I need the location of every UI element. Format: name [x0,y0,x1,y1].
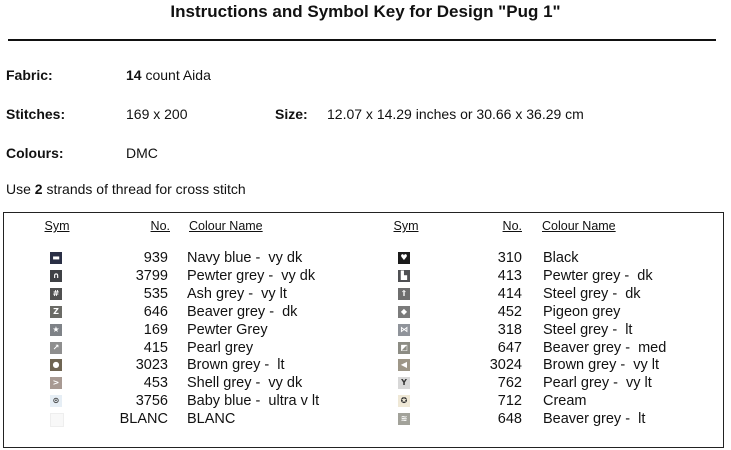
y-symbol-icon: Y [398,377,410,389]
colour-name: Shell grey - vy dk [187,375,303,392]
usage-instruction [6,181,246,197]
dmc-number: 452 [497,303,522,320]
dmc-number: 3024 [489,357,522,374]
arrow-symbol-icon: ↗ [50,342,62,354]
blank-symbol-icon [50,413,64,427]
page-title: Instructions and Symbol Key for Design "Pug 1" [170,2,561,21]
dmc-number: 453 [143,375,168,392]
dmc-number: 3799 [135,267,168,284]
colour-name: Beaver grey - med [543,339,667,356]
colour-name-header-right: Colour Name [542,219,616,233]
dmc-number: 647 [497,339,522,356]
dmc-number: 939 [143,250,168,266]
usage-strands: 2 [34,181,43,197]
colour-name-header-left: Colour Name [189,219,263,233]
z-symbol-icon: Z [50,306,62,318]
up-arrow-symbol-icon: ⇑ [398,288,410,300]
dmc-number: 3756 [135,393,168,410]
size-label: Size: [275,106,308,122]
dmc-number: 648 [497,411,522,428]
colour-name: Brown grey - vy lt [543,357,660,374]
dmc-number: 762 [497,375,522,392]
colours-label: Colours: [6,145,64,161]
dmc-number: 413 [497,267,522,284]
target-symbol-icon: ⊙ [50,395,62,407]
colour-name: Brown grey - lt [187,357,285,374]
fabric-value [126,67,211,83]
colours-value: DMC [126,145,158,161]
colour-name: Beaver grey - dk [187,303,298,320]
dmc-number: 169 [143,321,168,338]
dmc-number: 535 [143,285,168,302]
half-square-symbol-icon: ◩ [398,342,410,354]
dmc-number: 3023 [135,357,168,374]
sym-header-left: Sym [44,219,70,233]
dmc-number: BLANC [119,411,168,428]
fabric-count: 14 [126,67,142,83]
colour-name: Pewter grey - dk [543,267,653,284]
stitches-label: Stitches: [6,106,66,122]
colour-name: Pearl grey - vy lt [543,375,652,392]
colour-name: Pigeon grey [543,303,621,320]
colour-name: Pearl grey [187,339,254,356]
colour-name: Baby blue - ultra v lt [187,393,320,410]
colour-name: Beaver grey - lt [543,411,646,428]
no-header-left: No. [150,219,170,233]
fabric-type: count Aida [145,67,211,83]
hash-symbol-icon: # [50,288,62,300]
heart-symbol-icon: ♥ [398,252,410,264]
chevron-symbol-icon: > [50,377,62,389]
arch-symbol-icon: ∩ [50,270,62,282]
colour-name: Ash grey - vy lt [187,285,287,302]
bar-symbol-icon: ▬ [50,252,62,264]
left-arrow-symbol-icon: ◀ [398,359,410,371]
stitches-value: 169 x 200 [126,106,188,122]
dmc-number: 646 [143,303,168,320]
circle-star-symbol-icon: ✪ [398,395,410,407]
symbol-key-table [3,212,724,448]
title-divider [8,39,716,41]
usage-suffix: strands of thread for cross stitch [46,181,246,197]
colour-name: Pewter Grey [187,321,268,338]
bowtie-symbol-icon: ⋈ [400,324,408,334]
dmc-number: 414 [497,285,522,302]
colour-name: Navy blue - vy dk [187,250,303,266]
usage-prefix: Use [6,181,31,197]
dmc-number: 318 [497,321,522,338]
sym-header-right: Sym [393,219,419,233]
corner-symbol-icon: ▙ [398,270,410,282]
size-value: 12.07 x 14.29 inches or 30.66 x 36.29 cm [327,106,584,122]
dmc-number: 415 [143,339,168,356]
colour-name: Black [543,250,579,266]
colour-name: Pewter grey - vy dk [187,267,316,284]
no-header-right: No. [502,219,522,233]
dmc-number: 310 [497,250,522,266]
fabric-label: Fabric: [6,67,53,83]
dot-symbol-icon: ● [50,359,62,371]
colour-name: Steel grey - lt [543,321,633,338]
waves-symbol-icon: ≋ [398,413,410,425]
colour-name: Cream [543,393,587,410]
colour-name: Steel grey - dk [543,285,641,302]
dmc-number: 712 [497,393,522,410]
diamond-symbol-icon: ◆ [398,306,410,318]
colour-name: BLANC [187,411,236,428]
star-symbol-icon: ★ [50,324,62,336]
